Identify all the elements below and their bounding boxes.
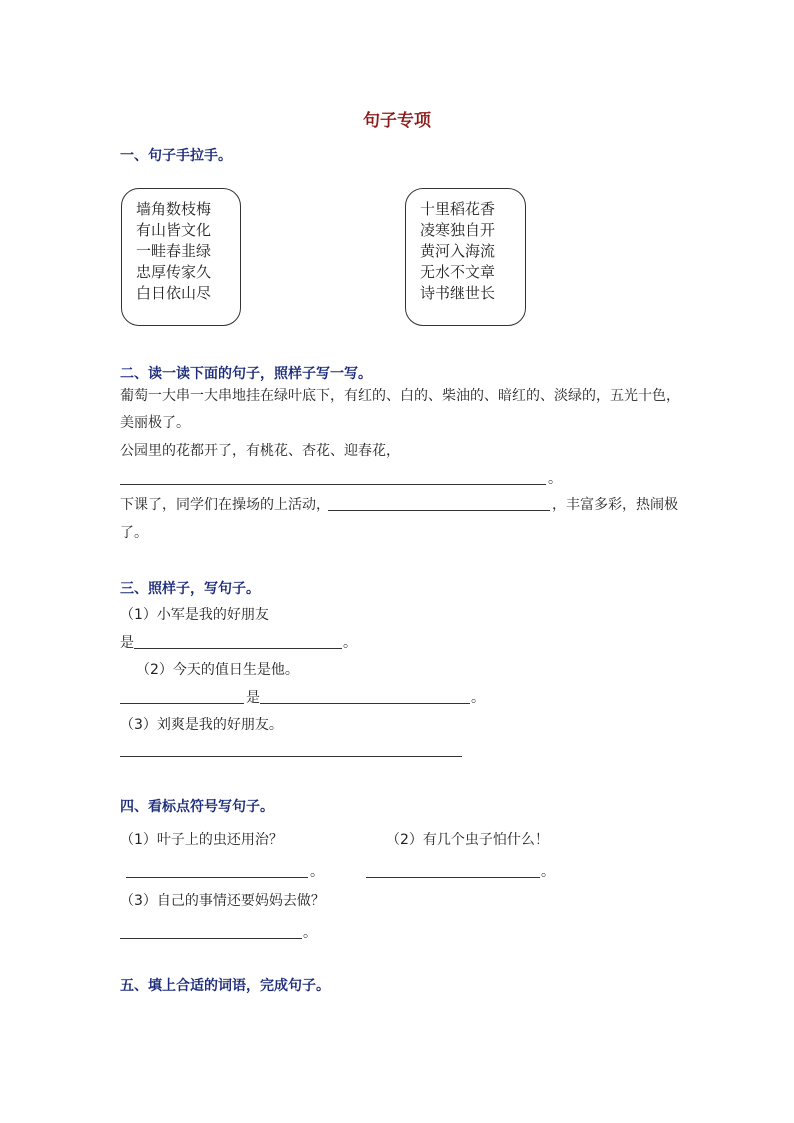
example-sentence-line2: 美丽极了。 [120,415,190,431]
match-left-item: 忠厚传家久 [136,263,212,281]
s2-question-1: 公园里的花都开了，有桃花、杏花、迎春花， [120,443,400,459]
section-1-heading: 一、句子手拉手。 [120,148,232,164]
s3-answer-blank-2a[interactable] [120,703,244,704]
s4-question-3: （3）自己的事情还要妈妈去做？ [120,893,325,909]
s3-question-1: （1）小军是我的好朋友 [120,607,269,623]
s3-prefix-1: 是 [120,635,134,651]
match-left-item: 白日依山尽 [136,284,212,302]
s2-question-2-end: ，丰富多彩，热闹极 [552,497,678,513]
s3-answer-blank-1[interactable] [134,648,342,649]
s4-question-2: （2）有几个虫子怕什么！ [386,832,549,848]
match-left-item: 有山皆文化 [136,221,212,239]
match-right-item: 无水不文章 [420,263,496,281]
s3-question-3: （3）刘爽是我的好朋友。 [120,717,283,733]
section-5-heading: 五、填上合适的词语，完成句子。 [120,978,330,994]
s4-period-1: 。 [310,864,324,880]
section-4-heading: 四、看标点符号写句子。 [120,799,274,815]
match-right-box [405,188,526,326]
s3-answer-blank-2b[interactable] [260,703,470,704]
s4-answer-blank-1[interactable] [126,877,308,878]
s2-question-2-start: 下课了，同学们在操场的上活动， [120,497,330,513]
match-right-item: 黄河入海流 [420,242,496,260]
s2-answer-blank-1[interactable] [120,484,546,485]
s3-answer-blank-3[interactable] [120,756,462,757]
s4-question-1: （1）叶子上的虫还用治？ [120,832,283,848]
s3-question-2: （2）今天的值日生是他。 [136,662,299,678]
match-left-box [121,188,241,326]
s4-period-3: 。 [303,925,317,941]
s3-period-2: 。 [471,690,485,706]
s4-answer-blank-2[interactable] [366,877,540,878]
s2-period-1: 。 [548,471,562,487]
section-3-heading: 三、照样子，写句子。 [120,581,260,597]
s4-period-2: 。 [541,864,555,880]
match-left-item: 一畦春韭绿 [136,242,212,260]
example-sentence-line1: 葡萄一大串一大串地挂在绿叶底下，有红的、白的、柴油的、暗红的、淡绿的，五光十色， [120,388,680,404]
match-left-item: 墙角数枝梅 [136,200,212,218]
match-right-item: 诗书继世长 [420,284,496,302]
match-right-item: 十里稻花香 [420,200,496,218]
s2-question-2-line2: 了。 [120,525,148,541]
s2-answer-blank-2[interactable] [328,510,550,511]
s3-period-1: 。 [343,635,357,651]
section-2-heading: 二、读一读下面的句子，照样子写一写。 [120,366,372,382]
page-title: 句子专项 [363,111,431,131]
s3-mid-2: 是 [246,690,260,706]
s4-answer-blank-3[interactable] [120,938,302,939]
match-right-item: 凌寒独自开 [420,221,496,239]
